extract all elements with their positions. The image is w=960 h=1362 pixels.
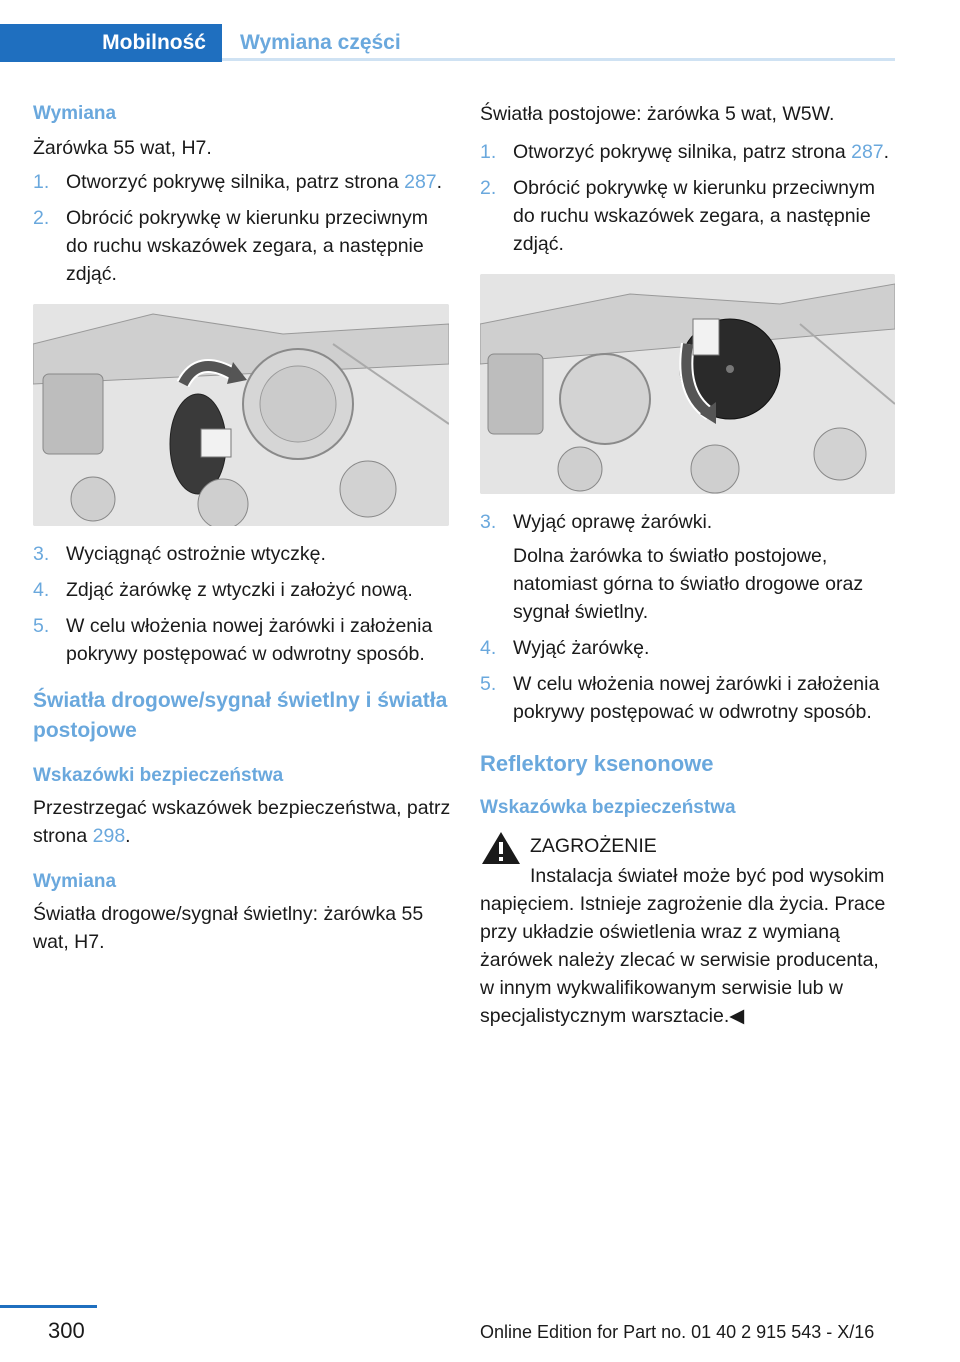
- page-number: 300: [48, 1318, 85, 1343]
- step-number: 1.: [33, 171, 50, 193]
- page-header: [0, 24, 895, 62]
- step-number: 4.: [33, 579, 50, 601]
- safety-text-part: Przestrzegać wskazówek bezpieczeństwa, patrz strona: [33, 797, 451, 847]
- list-item: [33, 540, 453, 568]
- list-item: [33, 612, 453, 668]
- list-item: [480, 508, 898, 536]
- step-text: W celu włożenia nowej żarówki i założenia pokrywy postępować w odwrotny sposób.: [513, 673, 880, 723]
- step-number: 2.: [33, 207, 50, 229]
- xenon-heading: Reflektory ksenonowe: [480, 751, 714, 776]
- step-number: 5.: [480, 673, 497, 695]
- right-column: [480, 100, 898, 1030]
- replace-heading-2: Wymiana: [33, 871, 117, 892]
- steps-list: [480, 138, 898, 258]
- step-number: 1.: [480, 141, 497, 163]
- page-link[interactable]: 287: [851, 141, 884, 163]
- headlight-illustration-right: [480, 274, 895, 494]
- warning-icon: [480, 830, 522, 866]
- step-text: Wyjąć oprawę żarówki.: [513, 511, 713, 533]
- steps-list: [33, 168, 453, 288]
- safety-text: [33, 794, 453, 850]
- header-divider: [222, 58, 895, 61]
- step-text: Obrócić pokrywkę w kierunku przeciwnym do ruchu wskazówek zegara, a następnie zdjąć.: [513, 177, 875, 255]
- steps-list: [480, 508, 898, 726]
- list-item: [480, 138, 898, 166]
- step-text-part: .: [883, 141, 890, 163]
- step-text: Wyjąć żarówkę.: [513, 637, 650, 659]
- left-column: [33, 100, 453, 956]
- danger-block: [480, 828, 898, 866]
- parking-bulb-spec: Światła postojowe: żarówka 5 wat, W5W.: [480, 103, 835, 125]
- edition-text: Online Edition for Part no. 01 40 2 915 543 - X/16: [480, 1322, 875, 1342]
- step-text: Wyciągnąć ostrożnie wtyczkę.: [66, 543, 326, 565]
- safety-text-part: .: [125, 825, 131, 847]
- step-text: W celu włożenia nowej żarówki i założenia pokrywy postępować w odwrotny sposób.: [66, 615, 433, 665]
- list-item: [480, 670, 898, 726]
- page-link[interactable]: 287: [404, 171, 437, 193]
- step-text: [66, 168, 453, 196]
- section-tab[interactable]: Mobilność: [0, 24, 222, 62]
- bulb-spec: Żarówka 55 wat, H7.: [33, 137, 212, 159]
- headlight-illustration-left: [33, 304, 449, 526]
- step-text: [513, 138, 898, 166]
- section-heading: Światła drogowe/sygnał świetlny i światła postojowe: [33, 689, 448, 742]
- step-number: 3.: [480, 511, 497, 533]
- replace-heading: Wymiana: [33, 103, 117, 124]
- step-text: Zdjąć żarówkę z wtyczki i założyć nową.: [66, 579, 413, 601]
- step-text: Obrócić pokrywkę w kierunku przeciwnym do ruchu wskazówek zegara, a następnie zdjąć.: [66, 207, 428, 285]
- xenon-safety-heading: Wskazówka bezpieczeństwa: [480, 797, 736, 818]
- page-link[interactable]: 298: [92, 825, 126, 847]
- footer-divider: [0, 1305, 97, 1308]
- list-item: [33, 576, 453, 604]
- step-number: 5.: [33, 615, 50, 637]
- chapter-tab[interactable]: Wymiana części: [240, 31, 401, 54]
- safety-heading: Wskazówki bezpieczeństwa: [33, 765, 284, 786]
- step-number: 2.: [480, 177, 497, 199]
- step-number: 4.: [480, 637, 497, 659]
- steps-list: [33, 540, 453, 668]
- list-item: [33, 168, 453, 196]
- danger-label: ZAGROŻENIE: [530, 835, 657, 857]
- step-note: Dolna żarówka to światło postojowe, natomiast górna to światło drogowe oraz sygnał świetlny.: [513, 545, 864, 623]
- step-text-part: Otworzyć pokrywę silnika, patrz strona: [66, 171, 405, 193]
- list-item: [480, 174, 898, 258]
- step-text-part: Otworzyć pokrywę silnika, patrz strona: [513, 141, 852, 163]
- step-text-part: .: [436, 171, 443, 193]
- replace-text: Światła drogowe/sygnał świetlny: żarówka 55 wat, H7.: [33, 903, 424, 953]
- list-item: [480, 634, 898, 662]
- list-item: [33, 204, 453, 288]
- danger-text: Instalacja świateł może być pod wysokim napięciem. Istnieje zagrożenie dla życia. Prace przy układzie oświetlenia wraz z wymianą żarówek należy zlecać w serwisie producenta, w innym wykwalifikowanym serwisie lub w specjalistycznym warsztacie.◀: [480, 865, 886, 1027]
- step-number: 3.: [33, 543, 50, 565]
